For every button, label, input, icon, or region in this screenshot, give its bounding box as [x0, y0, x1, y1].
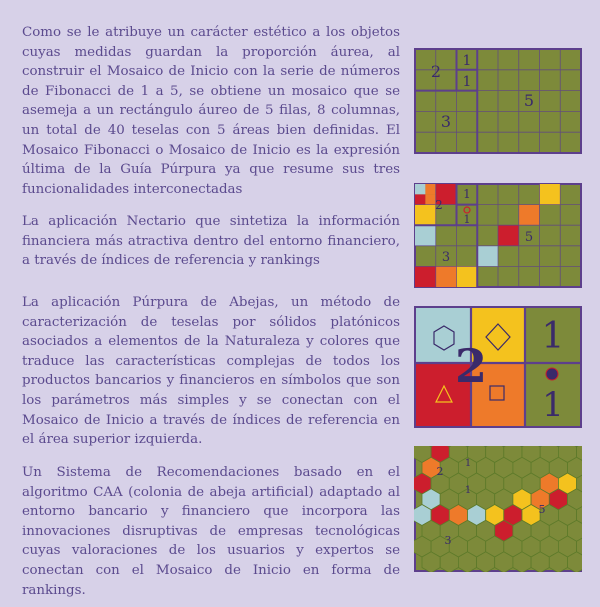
dodecahedron-icon: [546, 368, 558, 380]
fig4-number-1b: 1: [464, 485, 472, 496]
hexagon-mosaic-figure: [414, 446, 582, 572]
fig3-number-1a: 1: [541, 316, 565, 357]
fig4-number-3: 3: [444, 534, 452, 547]
fig2-number-5: 5: [524, 230, 534, 245]
fig2-number-3: 3: [441, 250, 451, 265]
zoomed-mosaic-figure: [414, 306, 582, 428]
fig4-number-1a: 1: [464, 458, 472, 469]
fig4-number-5: 5: [538, 503, 546, 516]
fig1-number-3: 3: [440, 112, 452, 131]
fig4-number-2: 2: [436, 465, 444, 478]
fig3-number-2: 2: [454, 339, 488, 393]
fig3-number-1b: 1: [542, 385, 564, 425]
fig1-number-5: 5: [523, 91, 535, 110]
paragraph-mosaico-inicio: Como se le atribuye un carácter estético a los objetos cuyas medidas guardan la proporción áurea, al construir el Mosaico de Inicio con la serie de números de Fibonacci de 1 a 5, se obtiene un mosaico que se asemeja a un rectángulo áureo de 5 filas, 8 columnas, un total de 40 teselas con 5 áreas bien definidas. El Mosaico Fibonacci o Mosaico de Inicio es la expresión última de la Guía Púrpura ya que resume sus tres funcionalidades interconectadas: [22, 25, 400, 197]
paragraph-nectario: La aplicación Nectario que sintetiza la información financiera más atractiva dentro del entorno financiero, a través de índices de referencia y rankings: [22, 214, 400, 269]
fig1-number-2: 2: [430, 62, 442, 81]
paragraph-sistema-recomendaciones: Un Sistema de Recomendaciones basado en el algoritmo CAA (colonia de abeja artificial) adaptado al entorno bancario y financiero que incorpora las innovaciones disruptivas de empresas tecnológicas cuyas valoraciones de los usuarios y expertos se conectan con el Mosaico de Inicio en forma de rankings.: [22, 465, 400, 598]
paragraph-purpura-abejas: La aplicación Púrpura de Abejas, un método de caracterización de teselas por sólidos platónicos asociados a elementos de la Naturaleza y colores que traduce las características complejas de todos los productos bancarios y financieros en símbolos que son los parámetros más simples y se conectan con el Mosaico de Inicio a través de índices de referencia en el área superior izquierda.: [22, 295, 400, 448]
fig2-number-2: 2: [435, 198, 443, 212]
fig1-number-1b: 1: [462, 74, 472, 90]
fig2-number-1b: 1: [463, 213, 471, 226]
fig2-number-1a: 1: [463, 187, 471, 201]
nectario-mosaic-figure: [414, 183, 582, 288]
fig1-number-1a: 1: [462, 53, 472, 69]
fibonacci-mosaic-figure: [414, 48, 582, 154]
